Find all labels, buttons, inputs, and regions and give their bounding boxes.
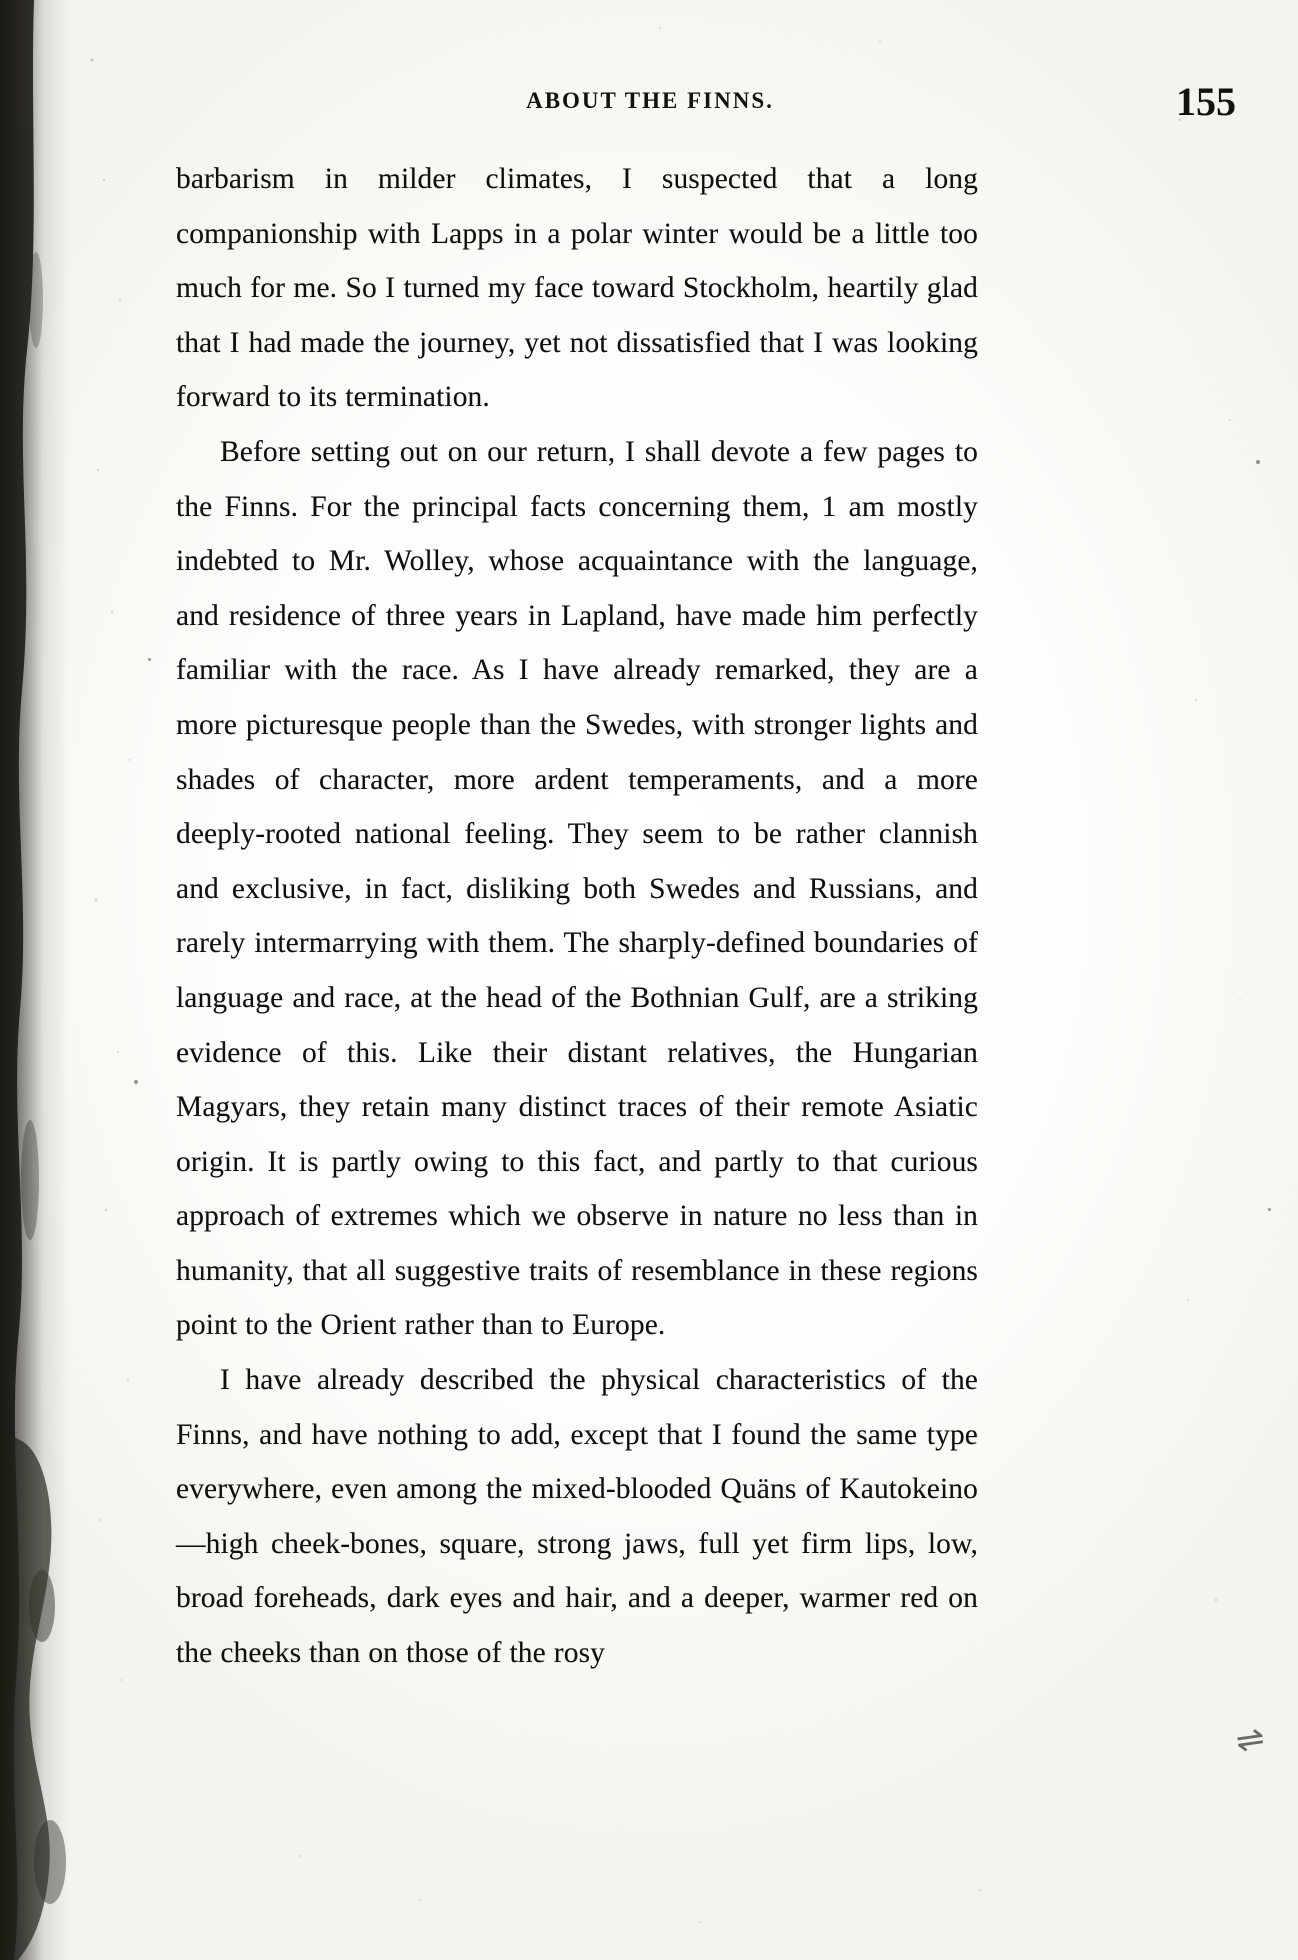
body-text	[176, 152, 978, 1681]
running-head-title: ABOUT THE FINNS.	[526, 87, 774, 114]
ink-fleck	[1256, 460, 1260, 464]
ink-fleck	[134, 1080, 138, 1084]
paragraph: I have already described the physical characteristics of the Finns, and have nothing to add, except that I found the same type everywhere, even among the mixed-blooded Quäns of Kautokeino—high cheek-bones, square, strong jaws, full yet firm lips, low, broad foreheads, dark eyes and hair, and a deeper, warmer red on the cheeks than on those of the rosy	[176, 1364, 978, 1670]
ink-fleck	[1268, 1208, 1271, 1211]
paragraph: barbarism in milder climates, I suspected that a long companionship with Lapps in a polar winter would be a little too much for me. So I turned my face toward Stockholm, heartily glad that I had made the journey, yet not dissatisfied that I was looking forward to its termination.	[176, 163, 978, 414]
paragraph: Before setting out on our return, I shall devote a few pages to the Finns. For the principal facts concerning them, 1 am mostly indebted to Mr. Wolley, whose acquaintance with the language, and residence of three years in Lapland, have made him perfectly familiar with the race. As I have already remarked, they are a more picturesque people than the Swedes, with stronger lights and shades of character, more ardent temperaments, and a more deeply-rooted national feeling. They seem to be rather clannish and exclusive, in fact, disliking both Swedes and Russians, and rarely intermarrying with them. The sharply-defined boundaries of language and race, at the head of the Bothnian Gulf, are a striking evidence of this. Like their distant relatives, the Hungarian Magyars, they retain many distinct traces of their remote Asiatic origin. It is partly owing to this fact, and partly to that curious approach of extremes which we observe in nature no less than in humanity, that all suggestive traits of resemblance in these regions point to the Orient rather than to Europe.	[176, 435, 978, 1342]
running-head	[150, 88, 1150, 114]
margin-pencil-mark: ⇌	[1233, 1720, 1267, 1761]
page-number: 155	[1176, 79, 1236, 124]
ink-fleck	[148, 658, 151, 661]
